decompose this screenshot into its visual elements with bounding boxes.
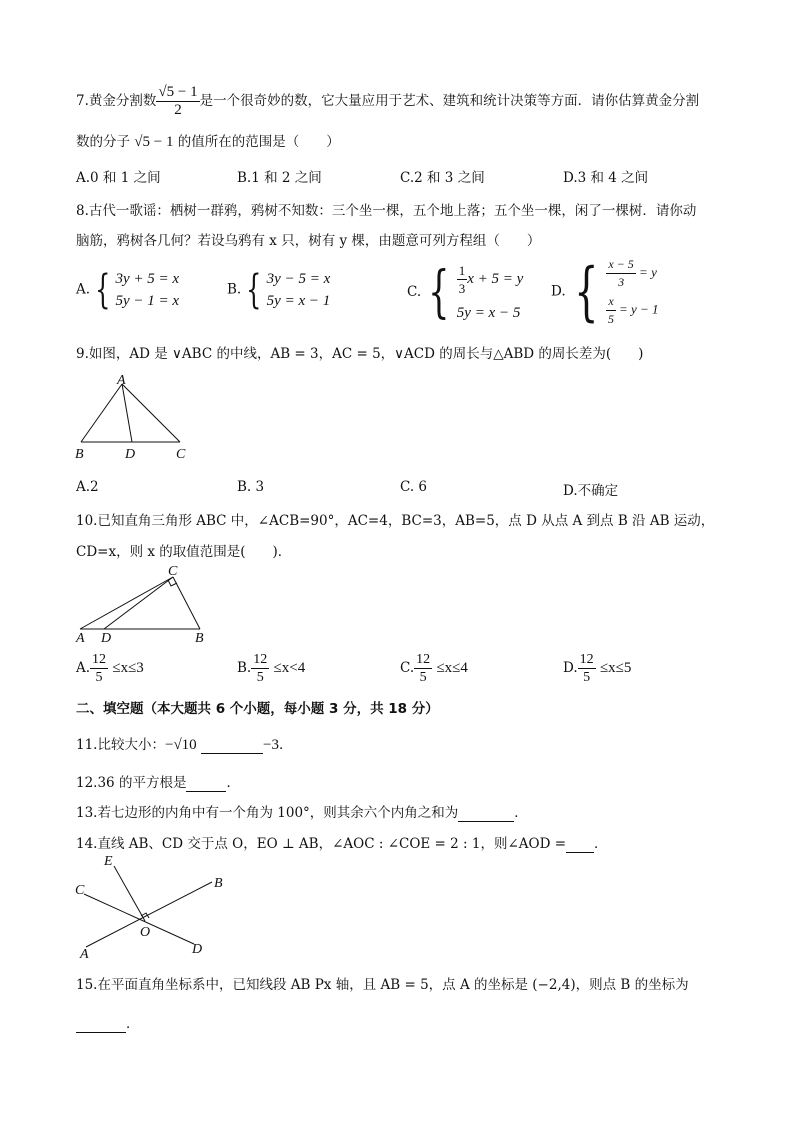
q7-option-c[interactable]: C.2 和 3 之间 xyxy=(400,170,485,186)
label-a: A xyxy=(117,373,126,388)
q9-triangle-figure xyxy=(70,372,200,464)
q9-option-a[interactable]: A.2 xyxy=(76,479,99,495)
q10-right-triangle-figure xyxy=(72,562,222,646)
q14-intersecting-lines-figure xyxy=(72,852,232,962)
golden-ratio-fraction: $\frac{√5 - 1}{2}$ xyxy=(158,84,198,118)
label-c: C xyxy=(75,883,85,898)
q9-option-d[interactable]: D.不确定 xyxy=(563,483,619,499)
q13-question: 13.若七边形的内角中有一个角为 100°，则其余六个内角之和为 ． xyxy=(76,805,528,821)
ray-oe xyxy=(114,866,145,921)
q13-answer-blank[interactable] xyxy=(458,805,514,822)
label-b: B xyxy=(75,447,84,462)
q10-option-a[interactable]: A. $\frac{12}{5}$ ≤x≤3 xyxy=(76,652,144,685)
q9-question: 9.如图，AD 是 ∨ABC 的中线，AB = 3，AC = 5，∨ACD 的周长与△ABD 的周长差为( ) xyxy=(76,346,644,362)
q10-option-c[interactable]: C. $\frac{12}{5}$ ≤x≤4 xyxy=(400,652,468,685)
q7-line2: 数的分子 √5 − 1 的值所在的范围是（ ） xyxy=(76,134,340,150)
label-d: D xyxy=(192,942,203,957)
q7-line1: 7.黄金分割数 $\frac{√5 - 1}{2}$ 是一个很奇妙的数，它大量应用于艺术、建筑和统计决策等方面．请你估算黄金分割 xyxy=(76,84,700,118)
q14-answer-blank[interactable] xyxy=(566,836,594,853)
segment-ac xyxy=(80,577,173,629)
right-angle-mark xyxy=(141,913,149,918)
q10-option-d[interactable]: D. $\frac{12}{5}$ ≤x≤5 xyxy=(563,652,632,685)
q15-question: 15.在平面直角坐标系中，已知线段 AB Px 轴，且 AB = 5，点 A 的坐标是 (−2,4)，则点 B 的坐标为 xyxy=(76,977,689,993)
label-e: E xyxy=(104,854,113,869)
q9-option-b[interactable]: B. 3 xyxy=(237,479,265,495)
label-a: A xyxy=(80,947,89,962)
label-d: D xyxy=(125,447,136,462)
q7-option-d[interactable]: D.3 和 4 之间 xyxy=(563,170,649,186)
label-c: C xyxy=(168,564,178,579)
label-b: B xyxy=(214,876,223,891)
q7-option-b[interactable]: B.1 和 2 之间 xyxy=(237,170,322,186)
line-cd xyxy=(84,894,194,944)
q8-option-c[interactable]: C. { $\frac{1}{3}$ x + 5 = y 5y = x − 5 xyxy=(407,259,524,325)
section-heading-fill-in: 二、填空题（本大题共 6 个小题，每小题 3 分，共 18 分） xyxy=(76,701,439,717)
q12-answer-blank[interactable] xyxy=(186,775,226,792)
segment-cd xyxy=(104,577,173,629)
q8-option-b[interactable]: B. { 3y − 5 = x 5y = x − 1 xyxy=(227,267,331,313)
q8-line1: 8.古代一歌谣：栖树一群鸦，鸦树不知数：三个坐一棵，五个地上落；五个坐一棵，闲了一棵树．请你动 xyxy=(76,203,697,219)
q8-option-a[interactable]: A. { 3y + 5 = x 5y − 1 = x xyxy=(76,267,180,313)
q10-option-b[interactable]: B. $\frac{12}{5}$ ≤x<4 xyxy=(237,652,306,685)
segment-ab xyxy=(81,384,122,442)
q8-line2: 脑筋，鸦树各几何？若设乌鸦有 x 只，树有 y 棵，由题意可列方程组（ ） xyxy=(76,233,541,249)
q12-question: 12.36 的平方根是 ． xyxy=(76,775,240,791)
q15-answer-line: ． xyxy=(76,1012,140,1033)
label-c: C xyxy=(176,447,186,462)
q8-option-d[interactable]: D. { $\frac{x - 5}{3}$ = y $\frac{x}{5}$ = y − 1 xyxy=(551,255,659,329)
q11-question: 11.比较大小：−√10 −3． xyxy=(76,737,293,753)
q15-answer-blank[interactable] xyxy=(76,1016,126,1033)
label-d: D xyxy=(101,631,112,646)
q9-option-c[interactable]: C. 6 xyxy=(400,479,428,495)
label-o: O xyxy=(140,925,151,940)
q10-line2: CD=x，则 x 的取值范围是( )． xyxy=(76,544,292,560)
q14-question: 14.直线 AB、CD 交于点 O，EO ⊥ AB，∠AOC : ∠COE = 2 : 1，则∠AOD = ． xyxy=(76,836,608,852)
q11-answer-blank[interactable] xyxy=(201,737,263,754)
q10-line1: 10.已知直角三角形 ABC 中，∠ACB=90°，AC=4，BC=3，AB=5，点 D 从点 A 到点 B 沿 AB 运动， xyxy=(76,513,715,529)
q7-option-a[interactable]: A.0 和 1 之间 xyxy=(76,170,161,186)
segment-bc xyxy=(173,577,200,629)
label-a: A xyxy=(76,631,85,646)
label-b: B xyxy=(195,631,204,646)
